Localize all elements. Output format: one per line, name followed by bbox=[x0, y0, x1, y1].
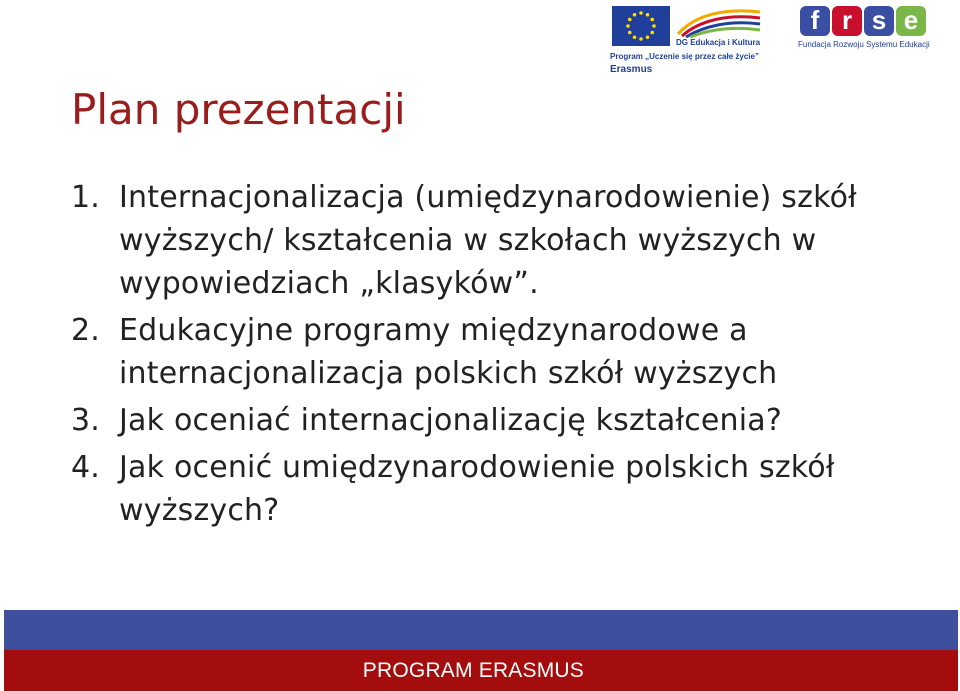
item-number: 1. bbox=[71, 180, 101, 215]
eu-star bbox=[626, 24, 630, 28]
footer-red-bar bbox=[4, 650, 958, 691]
eu-star bbox=[639, 11, 643, 15]
frse-subtitle: Fundacja Rozwoju Systemu Edukacji bbox=[798, 40, 930, 49]
logo-area bbox=[610, 4, 930, 80]
dg-swoosh-icon bbox=[676, 6, 762, 38]
item-text: Jak oceniać internacjonalizację kształcenia? bbox=[119, 403, 783, 438]
list-item bbox=[71, 176, 921, 305]
item-number: 3. bbox=[71, 403, 101, 438]
frse-letter-f: f bbox=[800, 6, 830, 36]
erasmus-label: Erasmus bbox=[610, 64, 653, 75]
list-item bbox=[71, 446, 921, 532]
eu-star bbox=[646, 13, 650, 17]
eu-star bbox=[633, 13, 637, 17]
eu-star bbox=[646, 35, 650, 39]
eu-stars bbox=[612, 6, 670, 46]
eu-flag-icon bbox=[612, 6, 670, 46]
item-number: 4. bbox=[71, 450, 101, 485]
list-item bbox=[71, 399, 921, 442]
eu-star bbox=[633, 35, 637, 39]
eu-star bbox=[628, 31, 632, 35]
item-text: Edukacyjne programy międzynarodowe a internacjonalizacja polskich szkół wyższych bbox=[119, 313, 778, 391]
list-item bbox=[71, 309, 921, 395]
page-title: Plan prezentacji bbox=[71, 85, 406, 134]
program-label: Program „Uczenie się przez całe życie” bbox=[610, 52, 759, 61]
eu-star bbox=[650, 18, 654, 22]
frse-letter-r: r bbox=[832, 6, 862, 36]
agenda-list bbox=[71, 176, 921, 536]
frse-letter-s: s bbox=[864, 6, 894, 36]
item-text: Internacjonalizacja (umiędzynarodowienie) szkół wyższych/ kształcenia w szkołach wyższych w wypowiedziach „klasyków”. bbox=[119, 180, 857, 301]
footer-label: PROGRAM ERASMUS bbox=[362, 659, 584, 682]
item-text: Jak ocenić umiędzynarodowienie polskich szkół wyższych? bbox=[119, 450, 835, 528]
eu-star bbox=[650, 31, 654, 35]
frse-letter-e: e bbox=[896, 6, 926, 36]
item-number: 2. bbox=[71, 313, 101, 348]
footer-blue-bar bbox=[4, 610, 958, 650]
eu-star bbox=[652, 24, 656, 28]
eu-star bbox=[639, 37, 643, 41]
dg-label: DG Edukacja i Kultura bbox=[676, 38, 761, 47]
eu-star bbox=[628, 18, 632, 22]
frse-logo bbox=[800, 6, 926, 38]
